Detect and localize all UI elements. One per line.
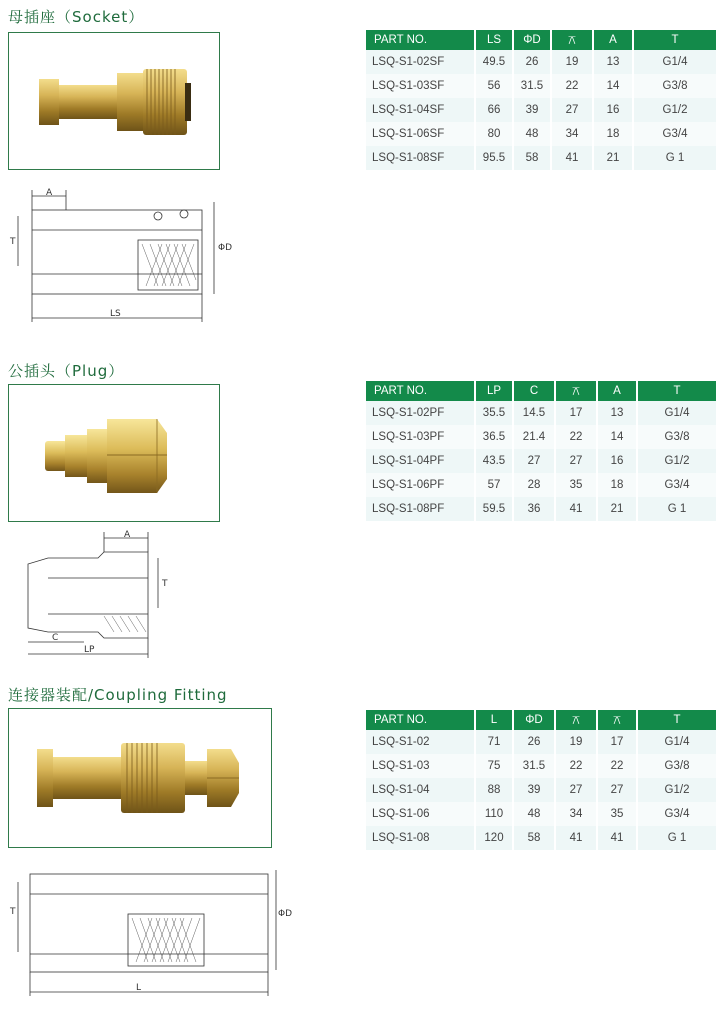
cell: 34 <box>551 122 593 146</box>
cell: 27 <box>555 449 597 473</box>
cell: G 1 <box>637 497 717 521</box>
table-row <box>366 754 717 778</box>
table-row <box>366 449 717 473</box>
header-a: A <box>597 381 637 401</box>
cell: 41 <box>555 497 597 521</box>
plug-cross-section <box>8 528 178 660</box>
table-row <box>366 826 717 850</box>
header-t: T <box>637 710 717 730</box>
header-a: A <box>593 30 633 50</box>
table-header-row <box>366 30 717 50</box>
cell: 28 <box>513 473 555 497</box>
cell: 21.4 <box>513 425 555 449</box>
cell: LSQ-S1-06 <box>366 802 475 826</box>
cell: 41 <box>551 146 593 170</box>
cell: 31.5 <box>513 74 551 98</box>
cell: LSQ-S1-02PF <box>366 401 475 425</box>
table-row <box>366 497 717 521</box>
cell: 39 <box>513 98 551 122</box>
cell: 41 <box>555 826 597 850</box>
coupling-drawing <box>8 862 293 1002</box>
cell: LSQ-S1-06SF <box>366 122 475 146</box>
cell: G3/8 <box>637 425 717 449</box>
section-title-coupling: 连接器装配/Coupling Fitting <box>8 686 228 704</box>
cell: LSQ-S1-02 <box>366 730 475 754</box>
plug-dim-t: T <box>162 579 168 589</box>
cell: LSQ-S1-04PF <box>366 449 475 473</box>
coupling-photo <box>8 708 272 848</box>
header-wrench: ⚻ <box>555 381 597 401</box>
socket-image <box>9 33 219 169</box>
cell: LSQ-S1-03PF <box>366 425 475 449</box>
table-row <box>366 802 717 826</box>
cell: G 1 <box>637 826 717 850</box>
table-row <box>366 401 717 425</box>
cell: LSQ-S1-04SF <box>366 98 475 122</box>
socket-dim-d: ΦD <box>218 243 233 253</box>
cell: G3/8 <box>637 754 717 778</box>
socket-photo <box>8 32 220 170</box>
cell: 35 <box>597 802 637 826</box>
cell: 17 <box>597 730 637 754</box>
cell: 16 <box>593 98 633 122</box>
cell: 58 <box>513 826 555 850</box>
table-row <box>366 50 717 74</box>
cell: 27 <box>597 778 637 802</box>
header-wrench-1: ⚻ <box>555 710 597 730</box>
socket-spec-table <box>366 30 718 170</box>
plug-drawing <box>8 528 178 660</box>
header-wrench-2: ⚻ <box>597 710 637 730</box>
plug-dim-a: A <box>124 530 131 540</box>
plug-dim-c: C <box>52 633 59 643</box>
cell: 19 <box>555 730 597 754</box>
cell: G1/4 <box>637 730 717 754</box>
cell: 36.5 <box>475 425 513 449</box>
cell: 39 <box>513 778 555 802</box>
header-part-no: PART NO. <box>366 710 475 730</box>
cell: 75 <box>475 754 513 778</box>
cell: 27 <box>555 778 597 802</box>
cell: 95.5 <box>475 146 513 170</box>
cell: 59.5 <box>475 497 513 521</box>
cell: G 1 <box>633 146 717 170</box>
table-row <box>366 98 717 122</box>
cell: LSQ-S1-03SF <box>366 74 475 98</box>
cell: G1/4 <box>637 401 717 425</box>
coupling-cross-section <box>8 862 293 1002</box>
coupling-dim-t: T <box>10 907 16 917</box>
cell: 35.5 <box>475 401 513 425</box>
cell: G1/2 <box>637 778 717 802</box>
coupling-spec-table <box>366 710 718 850</box>
cell: 56 <box>475 74 513 98</box>
cell: LSQ-S1-06PF <box>366 473 475 497</box>
cell: 14 <box>593 74 633 98</box>
cell: 18 <box>593 122 633 146</box>
cell: 66 <box>475 98 513 122</box>
cell: 14 <box>597 425 637 449</box>
cell: LSQ-S1-08PF <box>366 497 475 521</box>
header-wrench: ⚻ <box>551 30 593 50</box>
cell: 110 <box>475 802 513 826</box>
cell: 26 <box>513 50 551 74</box>
table-row <box>366 146 717 170</box>
header-c: C <box>513 381 555 401</box>
cell: 17 <box>555 401 597 425</box>
cell: G3/4 <box>633 122 717 146</box>
coupling-dim-l: L <box>136 983 142 993</box>
socket-dim-a: A <box>46 188 53 198</box>
table-row <box>366 473 717 497</box>
section-title-plug: 公插头（Plug） <box>8 362 125 380</box>
header-ls: LS <box>475 30 513 50</box>
cell: G1/2 <box>633 98 717 122</box>
cell: 48 <box>513 802 555 826</box>
header-t: T <box>637 381 717 401</box>
table-header-row <box>366 381 717 401</box>
plug-dim-lp: LP <box>84 645 95 655</box>
cell: 18 <box>597 473 637 497</box>
cell: G3/4 <box>637 802 717 826</box>
plug-photo <box>8 384 220 522</box>
socket-dim-t: T <box>10 237 16 247</box>
plug-image <box>9 385 219 521</box>
cell: 21 <box>593 146 633 170</box>
cell: 22 <box>551 74 593 98</box>
cell: 43.5 <box>475 449 513 473</box>
table-header-row <box>366 710 717 730</box>
coupling-dim-d: ΦD <box>278 909 293 919</box>
header-part-no: PART NO. <box>366 381 475 401</box>
socket-drawing <box>8 186 233 326</box>
cell: 27 <box>551 98 593 122</box>
cell: 21 <box>597 497 637 521</box>
cell: 120 <box>475 826 513 850</box>
cell: 71 <box>475 730 513 754</box>
cell: 16 <box>597 449 637 473</box>
header-d: ΦD <box>513 30 551 50</box>
cell: LSQ-S1-02SF <box>366 50 475 74</box>
cell: LSQ-S1-03 <box>366 754 475 778</box>
cell: G1/2 <box>637 449 717 473</box>
cell: 80 <box>475 122 513 146</box>
cell: 22 <box>555 425 597 449</box>
cell: 49.5 <box>475 50 513 74</box>
cell: G1/4 <box>633 50 717 74</box>
table-row <box>366 122 717 146</box>
cell: 13 <box>597 401 637 425</box>
cell: G3/8 <box>633 74 717 98</box>
header-t: T <box>633 30 717 50</box>
cell: 13 <box>593 50 633 74</box>
cell: LSQ-S1-08SF <box>366 146 475 170</box>
cell: LSQ-S1-08 <box>366 826 475 850</box>
table-row <box>366 425 717 449</box>
cell: 22 <box>597 754 637 778</box>
cell: 22 <box>555 754 597 778</box>
socket-cross-section <box>8 186 233 326</box>
header-lp: LP <box>475 381 513 401</box>
table-row <box>366 74 717 98</box>
cell: G3/4 <box>637 473 717 497</box>
cell: 88 <box>475 778 513 802</box>
cell: 57 <box>475 473 513 497</box>
cell: 48 <box>513 122 551 146</box>
plug-spec-table <box>366 381 718 521</box>
cell: 19 <box>551 50 593 74</box>
table-row <box>366 730 717 754</box>
table-row <box>366 778 717 802</box>
header-l: L <box>475 710 513 730</box>
cell: 26 <box>513 730 555 754</box>
cell: 41 <box>597 826 637 850</box>
cell: LSQ-S1-04 <box>366 778 475 802</box>
coupling-image <box>9 709 271 847</box>
cell: 36 <box>513 497 555 521</box>
section-title-socket: 母插座（Socket） <box>8 8 145 26</box>
cell: 58 <box>513 146 551 170</box>
header-d: ΦD <box>513 710 555 730</box>
cell: 31.5 <box>513 754 555 778</box>
cell: 27 <box>513 449 555 473</box>
socket-dim-ls: LS <box>110 309 121 319</box>
header-part-no: PART NO. <box>366 30 475 50</box>
cell: 34 <box>555 802 597 826</box>
cell: 14.5 <box>513 401 555 425</box>
cell: 35 <box>555 473 597 497</box>
